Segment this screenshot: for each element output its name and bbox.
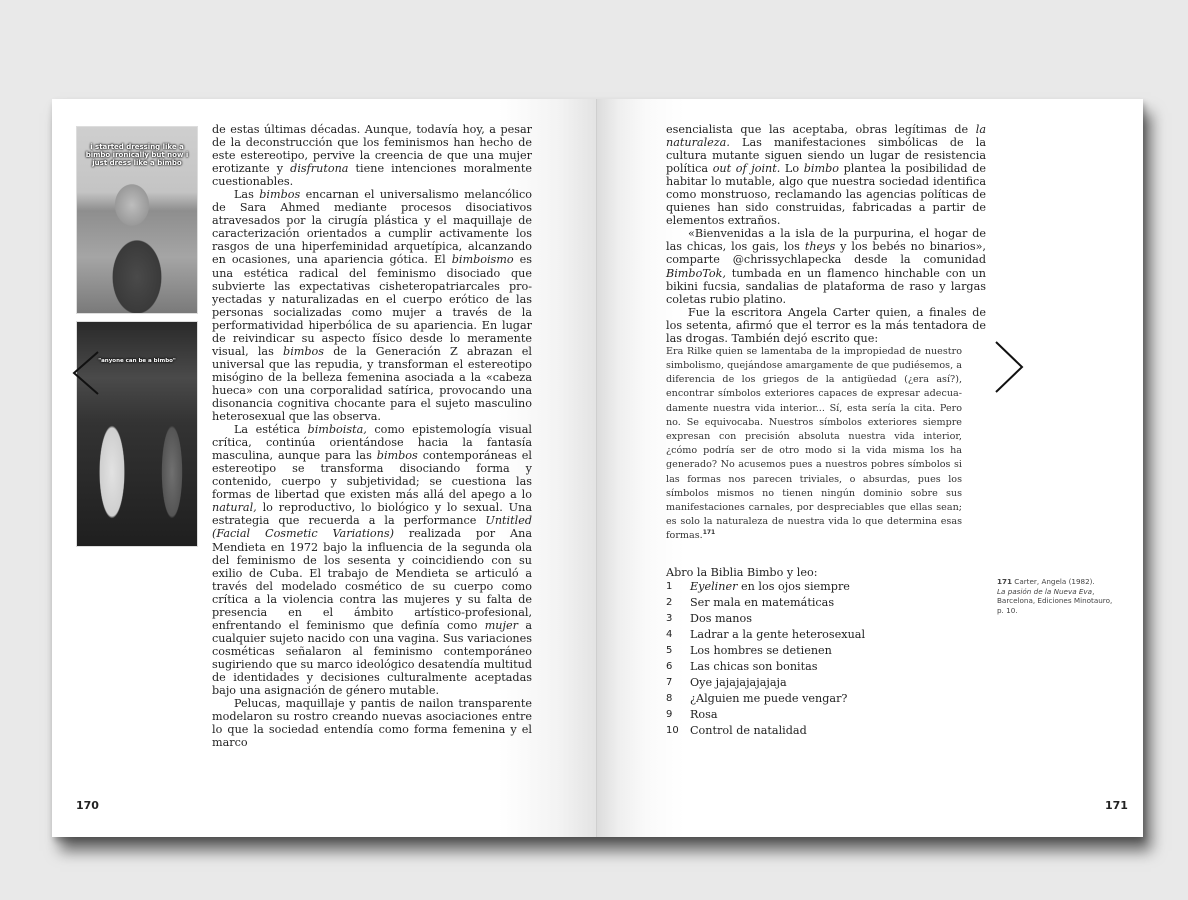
left-body-text (212, 123, 532, 749)
italic-text: bimbos (283, 344, 325, 358)
previous-page-button[interactable] (68, 348, 104, 398)
list-intro: Abro la Biblia Bimbo y leo: (666, 565, 818, 579)
list-item-number: 2 (666, 596, 673, 608)
list-item (666, 627, 986, 643)
text-run: La estética (234, 423, 308, 437)
paragraph (212, 123, 532, 188)
photo-caption: i started dressing like a bimbo ironically but now i just dress like a bimbo (85, 143, 189, 168)
text-run: es una estética radical del feminismo disociado que subvierte las expectativas cisheteropatriarcales proyectadas y naturalizadas en el cuerpo erótico de las personas socializadas como mujer a través de la performatividad hiperbólica de su apariencia. En lugar de reivindicar su aspecto físico desde lo meramente visual, las (212, 253, 532, 358)
list-item-text (690, 643, 832, 659)
italic-text: natural, (212, 501, 257, 515)
text-run: como epistemología visual crítica, continúa orientándose hacia la fantasía masculina, aunque para las (212, 423, 532, 463)
list-item-text (690, 595, 834, 611)
text-run: de estas últimas décadas. Aunque, todavía hoy, a pesar de la deconstrucción que los feminismos han hecho de este estereotipo, pervive la creencia de que una mujer erotizante y (212, 123, 532, 176)
text-run: y los bebés no binarios», comparte @chrissychlapecka desde la comunidad (666, 240, 986, 267)
right-body-text (666, 123, 986, 739)
list-item-text (690, 707, 718, 723)
footnote-rest: , Barcelona, Ediciones Minotauro, p. 10. (997, 586, 1113, 615)
text-run: Control de natalidad (690, 723, 807, 737)
text-run: esencialista que las aceptaba, obras legítimas de (666, 123, 976, 136)
list-item (666, 611, 986, 627)
text-run: realizada por Ana Mendieta en 1972 bajo la influencia de la segunda ola del feminismo de los sesenta y coincidiendo con su exilio de Cuba. El trabajo de Mendieta se articuló a través del modelado cosmético de su cuerpo como crítica a la violencia contra las mujeres y su falta de presencia en el ámbito artístico-profesional, enfrentando el feminismo que definía como (212, 527, 532, 632)
next-page-button[interactable] (990, 339, 1026, 395)
list-item (666, 595, 986, 611)
text-run: Lo (780, 162, 804, 176)
page-number: 171 (1105, 799, 1128, 812)
italic-text: Untitled (Facial Cosmetic Variations) (212, 514, 532, 541)
list-item-text (690, 579, 850, 595)
bimbo-bible-list (666, 579, 986, 739)
list-item (666, 579, 986, 595)
text-run: Las manifestaciones simbólicas de la cultura mutante siguen siendo un lugar de resistencia política (666, 136, 986, 176)
text-run: ¿Alguien me puede vengar? (690, 691, 848, 705)
paragraph (666, 123, 986, 227)
paragraph (212, 697, 532, 749)
chevron-right-icon (990, 339, 1026, 395)
list-item-number: 1 (666, 580, 673, 592)
right-paragraphs (666, 123, 986, 345)
italic-text: bimboismo (451, 253, 514, 267)
footnote-ref: 171 (702, 529, 716, 537)
italic-text: bimbos (376, 449, 418, 463)
list-item-text (690, 691, 847, 707)
footnote-title: La pasión de la Nueva Eva (997, 586, 1093, 596)
italic-text: theys (804, 240, 836, 254)
italic-text: disfrutona (290, 162, 349, 176)
italic-text: bimboista, (307, 423, 367, 437)
paragraph (666, 227, 986, 305)
list-item-number: 6 (666, 660, 673, 672)
list-item (666, 659, 986, 675)
text-run: Fue la escritora Angela Carter quien, a finales de los setenta, afirmó que el terror es la más tentadora de las drogas. También dejó escrito que: (666, 305, 986, 345)
list-item (666, 691, 986, 707)
list-item-text (690, 627, 865, 643)
paragraph (666, 306, 986, 345)
left-page (52, 99, 597, 837)
text-run: contemporáneas el estereotipo se transforma disociando forma y contenido, cuerpo y subjetividad; se cuestiona las formas de libertad que existen más allá del apego a lo (212, 449, 532, 502)
text-run: Las (234, 188, 260, 202)
text-run: a cualquier sujeto nacido con una vagina. Sus variaciones cosméticas señalaron al feminismo contemporáneo sugiriendo que su marco ideológico desatendía multitud de identidades y decisiones culturalmente aceptadas bajo una asignación de género mutable. (212, 618, 532, 698)
text-run: Rosa (690, 707, 718, 721)
text-run: de la Generación Z abrazan el universal que las repudia, y transforman el estereotipo misógino de la belleza femenina asociada a la «cabeza hueca» con una corporalidad satírica, provocando una disonancia cognitiva chocante para el sujeto masculino heterosexual que las observa. (212, 344, 532, 424)
italic-text: out of joint. (712, 162, 781, 176)
text-run: lo reproductivo, lo biológico y lo sexual. Una estrategia que recuerda a la performance (212, 501, 532, 528)
text-run: Dos manos (690, 611, 752, 625)
text-run: tumbada en un flamenco hinchable con un bikini fucsia, sandalias de plataforma de raso y largas coletas rubio platino. (666, 266, 986, 306)
italic-text: BimboTok, (666, 266, 726, 280)
text-run: encarnan el universalismo melancólico de Sara Ahmed mediante procesos disociativos atravesados por la cirugía plástica y el maquillaje de caracterización orientados a cumplir activamente los rasgos de una hiperfeminidad arquetípica, alcanzando en ocasiones, una apariencia gótica. El (212, 188, 532, 267)
block-quote (666, 345, 962, 544)
text-run: Ser mala en matemáticas (690, 595, 835, 609)
list-item-text (690, 723, 807, 739)
list-item-number: 4 (666, 628, 673, 640)
text-run: Las chicas son bonitas (690, 659, 818, 673)
list-item (666, 723, 986, 739)
text-run: tiene intenciones moralmente cuestionables. (212, 162, 532, 189)
list-item-number: 5 (666, 644, 673, 656)
list-item (666, 643, 986, 659)
italic-text: bimbo (803, 162, 839, 176)
list-item-number: 8 (666, 692, 673, 704)
italic-text: Eyeliner (690, 579, 738, 593)
list-item-number: 10 (666, 724, 679, 736)
text-run: «Bienvenidas a la isla de la purpurina, el hogar de las chicas, los gais, los (666, 227, 986, 254)
text-run: Ladrar a la gente heterosexual (690, 627, 866, 641)
list-item-number: 3 (666, 612, 673, 624)
text-run: en los ojos siempre (737, 579, 850, 593)
footnote-number: 171 (997, 577, 1013, 586)
list-item-number: 9 (666, 708, 673, 720)
text-run: Pelucas, maquillaje y pantis de nailon transparente modelaron su rostro creando nuevas asociaciones entre lo que la sociedad entendía como forma femenina y el marco (212, 697, 532, 750)
quote-text: Era Rilke quien se lamentaba de la impropiedad de nuestro simbolismo, quejándose amargamente de que pudiésemos, a diferencia de los griegos de la antigüedad (¿era así?), encontrar símbolos exteriores capaces de expresar adecuadamente nuestra vida interior... Sí, esta sería la cita. Pero no. Se equivocaba. Nuestros símbolos exteriores siempre expresan con precisión absoluta nuestra vida interior, ¿cómo podría ser de otro modo si la vida misma los ha generado? No acusemos pues a nuestros pobres símbolos si las formas nos parecen triviales, o absurdas, pues los símbolos mismos no tienen ningún dominio sobre sus manifestaciones carnales, por despreciables que ellas sean; es solo la naturaleza de nuestra vida lo que determina esas formas. (666, 345, 962, 542)
list-item (666, 675, 986, 691)
photo-caption: "anyone can be a bimbo" (98, 358, 176, 364)
italic-text: mujer (484, 618, 518, 632)
text-run: Oye jajajajajajaja (690, 675, 787, 689)
italic-text: bimbos (259, 188, 301, 202)
list-item-number: 7 (666, 676, 673, 688)
book-spread (52, 99, 1143, 837)
text-run: plantea la posibilidad de habitar lo mutable, algo que nuestra sociedad identifica como monstruoso, reclamando las agencias políticas de quienes han sido construidas, fabricadas a partir de elementos extraños. (666, 162, 987, 228)
list-item-text (690, 611, 752, 627)
italic-text: la naturaleza. (666, 123, 986, 150)
footnote (997, 577, 1117, 615)
photo-bimbo-selfie (76, 126, 198, 314)
paragraph (212, 188, 532, 423)
list-item (666, 707, 986, 723)
list-item-text (690, 675, 787, 691)
right-page (597, 99, 1143, 837)
paragraph (212, 423, 532, 697)
text-run: Los hombres se detienen (690, 643, 832, 657)
chevron-left-icon (68, 348, 104, 398)
footnote-author: Carter, Angela (1982). (1012, 577, 1095, 586)
page-number: 170 (76, 799, 99, 812)
list-item-text (690, 659, 818, 675)
